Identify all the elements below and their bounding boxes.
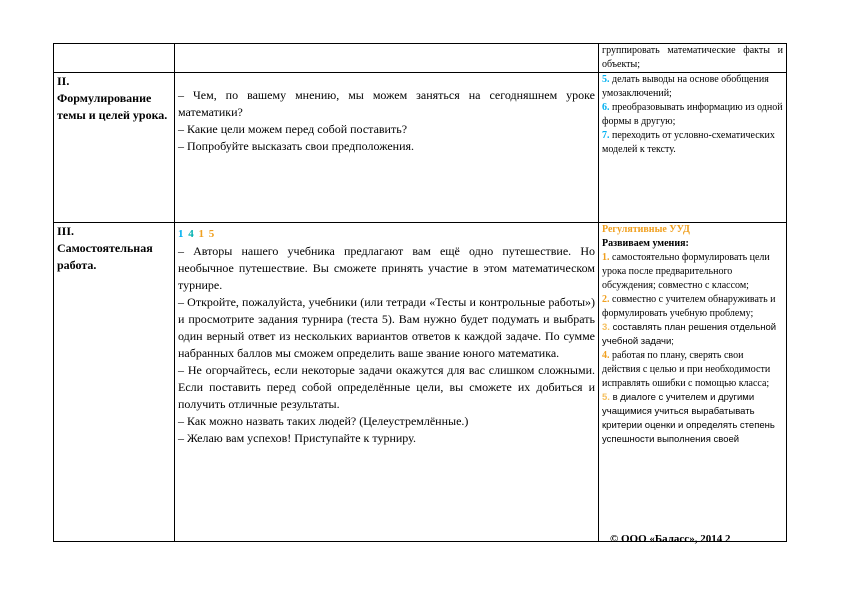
marker-1b: 1 (198, 228, 205, 240)
dialog-paragraph: – Как можно назвать таких людей? (Целеустремлённые.) (178, 414, 469, 428)
skill-text: составлять план решения отдельной учебной задачи; (602, 322, 777, 347)
dialog-paragraph: – Авторы нашего учебника предлагают вам ещё одно путешествие. Но необычное путешествие. Вы сможете принять участие в этом математическом турнире. (178, 244, 595, 292)
skills-header: Регулятивные УУД (602, 224, 690, 235)
copyright-footer: © ООО «Баласс», 2014 2 (610, 533, 731, 545)
marker-1: 1 (178, 228, 185, 240)
content-cell (175, 73, 599, 223)
table-row (54, 44, 787, 73)
skill-text: в диалоге с учителем и другими учащимися учиться вырабатывать критерии оценки и определять степень успешности выполнения своей (602, 392, 775, 445)
skills-cell (599, 73, 787, 223)
table-row (54, 223, 787, 542)
skill-number: 3. (602, 322, 610, 333)
stage-cell (54, 223, 175, 542)
dialog-paragraph: – Откройте, пожалуйста, учебники (или тетради «Тесты и контрольные работы») и просмотрите задания турнира (теста 5). Вам нужно будет подумать и выбрать один верный ответ из нескольких вариантов ответов к каждой задаче. По сумме набранных баллов мы сможем определить ваше звание юного математика. (178, 295, 595, 360)
skill-number: 5. (602, 74, 610, 85)
skill-text: преобразовывать информацию из одной формы в другую; (602, 102, 783, 127)
skill-number: 6. (602, 102, 610, 113)
stage-number: III. (57, 224, 75, 238)
content-cell (175, 223, 599, 542)
table-row (54, 73, 787, 223)
dialog-line: – Попробуйте высказать свои предположения. (178, 139, 415, 153)
skill-item (602, 129, 783, 157)
skill-text: делать выводы на основе обобщения умозаключений; (602, 74, 769, 99)
marker-4: 4 (188, 228, 195, 240)
dialog-paragraph: – Желаю вам успехов! Приступайте к турниру. (178, 431, 416, 445)
stage-title: Самостоятельная работа. (57, 241, 153, 272)
skill-item (602, 73, 783, 101)
content-cell (175, 44, 599, 73)
skills-cell (599, 44, 787, 73)
skill-item (602, 391, 783, 447)
stage-cell (54, 73, 175, 223)
skill-number: 7. (602, 130, 610, 141)
skill-number: 2. (602, 294, 610, 305)
skill-number: 4. (602, 350, 610, 361)
stage-cell (54, 44, 175, 73)
skills-text: группировать математические факты и объекты; (602, 45, 783, 70)
skills-cell (599, 223, 787, 542)
skill-item (602, 349, 783, 391)
skill-text: работая по плану, сверять свои действия с целью и при необходимости исправлять ошибки с помощью класса; (602, 350, 771, 389)
colored-markers (178, 226, 595, 243)
dialog-paragraph: – Не огорчайтесь, если некоторые задачи окажутся для вас слишком сложными. Если поставить перед собой определённые цели, вы сможете их добиться и получить отличные результаты. (178, 363, 595, 411)
skill-text: переходить от условно-схематических моделей к тексту. (602, 130, 775, 155)
skill-item (602, 321, 783, 349)
skill-text: самостоятельно формулировать цели урока после предварительного обсуждения; совместно с классом; (602, 252, 770, 291)
skill-number: 5. (602, 392, 610, 403)
skill-text: совместно с учителем обнаруживать и формулировать учебную проблему; (602, 294, 776, 319)
skill-item (602, 101, 783, 129)
stage-title: Формулирование темы и целей урока. (57, 91, 168, 122)
dialog-line: – Чем, по вашему мнению, мы можем заняться на сегодняшнем уроке математики? (178, 88, 595, 119)
skill-item (602, 251, 783, 293)
dialog-line: – Какие цели можем перед собой поставить? (178, 122, 408, 136)
stage-number: II. (57, 74, 70, 88)
lesson-plan-table (53, 43, 787, 542)
marker-5: 5 (208, 228, 216, 240)
skill-number: 1. (602, 252, 610, 263)
skill-item (602, 293, 783, 321)
skills-subheader: Развиваем умения: (602, 238, 689, 249)
